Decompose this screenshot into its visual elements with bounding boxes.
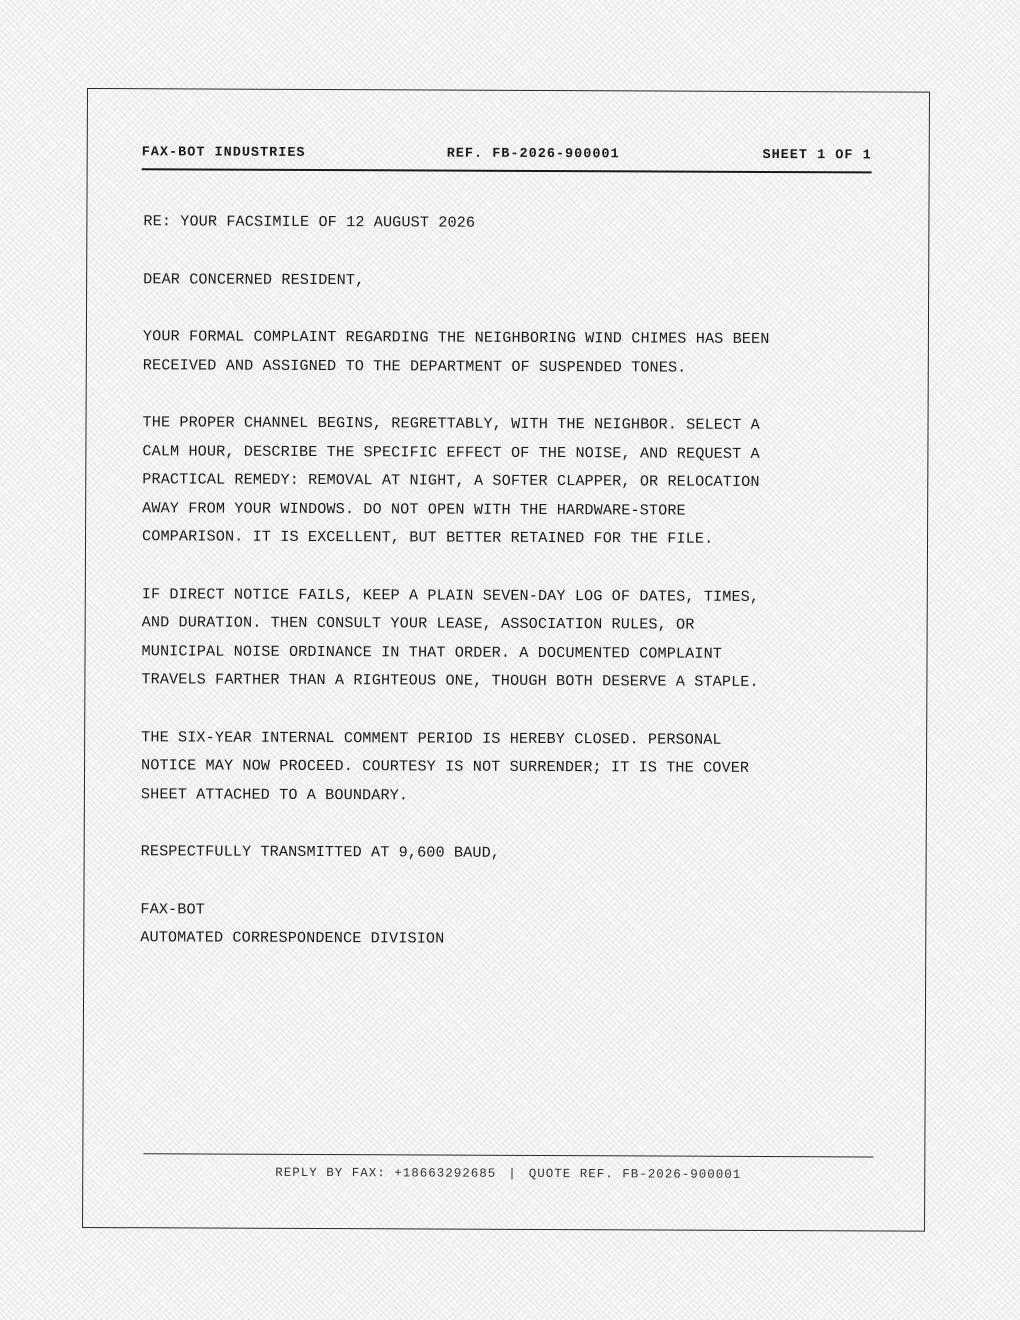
reply-fax-number: REPLY BY FAX: +18663292685 xyxy=(275,1165,497,1181)
paragraph-2: THE PROPER CHANNEL BEGINS, REGRETTABLY, WITH THE NEIGHBOR. SELECT A CALM HOUR, DESCRIBE THE SPECIFIC EFFECT OF THE NOISE, AND REQUEST A PRACTICAL REMEDY: REMOVAL AT NIGHT, A SOFTER CLAPPER, OR RELOCATION AWAY FROM YOUR WINDOWS. DO NOT OPEN WITH THE HARDWARE-STORE COMPARISON. IT IS EXCELLENT, BUT BETTER RETAINED FOR THE FILE. xyxy=(142,413,760,548)
footer-divider xyxy=(143,1153,873,1157)
reference-number: REF. FB-2026-900001 xyxy=(446,146,620,163)
closing-line: RESPECTFULLY TRANSMITTED AT 9,600 BAUD, xyxy=(140,842,501,862)
quote-reference: QUOTE REF. FB-2026-900001 xyxy=(528,1166,742,1182)
subject-line: RE: YOUR FACSIMILE OF 12 AUGUST 2026 xyxy=(143,212,476,232)
letter-body xyxy=(140,207,843,955)
fax-page xyxy=(82,88,930,1232)
signature-block xyxy=(140,895,840,955)
paragraph-4: THE SIX-YEAR INTERNAL COMMENT PERIOD IS HEREBY CLOSED. PERSONAL NOTICE MAY NOW PROCEED. COURTESY IS NOT SURRENDER; IT IS THE COVER SHEET ATTACHED TO A BOUNDARY. xyxy=(140,727,750,804)
salutation: DEAR CONCERNED RESIDENT, xyxy=(143,269,365,289)
footer xyxy=(143,1165,873,1182)
signature-division: AUTOMATED CORRESPONDENCE DIVISION xyxy=(140,928,445,948)
paragraph-1: YOUR FORMAL COMPLAINT REGARDING THE NEIGHBORING WIND CHIMES HAS BEEN RECEIVED AND ASSIGNED TO THE DEPARTMENT OF SUSPENDED TONES. xyxy=(142,327,770,377)
paragraph-3: IF DIRECT NOTICE FAILS, KEEP A PLAIN SEVEN-DAY LOG OF DATES, TIMES, AND DURATION. THEN CONSULT YOUR LEASE, ASSOCIATION RULES, OR MUNICIPAL NOISE ORDINANCE IN THAT ORDER. A DOCUMENTED COMPLAINT TRAVELS FARTHER THAN A RIGHTEOUS ONE, THOUGH BOTH DESERVE A STAPLE. xyxy=(141,584,760,691)
company-name: FAX-BOT INDUSTRIES xyxy=(141,145,306,161)
footer-separator: | xyxy=(508,1166,517,1181)
sheet-count: SHEET 1 OF 1 xyxy=(762,147,872,164)
signature-name: FAX-BOT xyxy=(140,899,205,919)
